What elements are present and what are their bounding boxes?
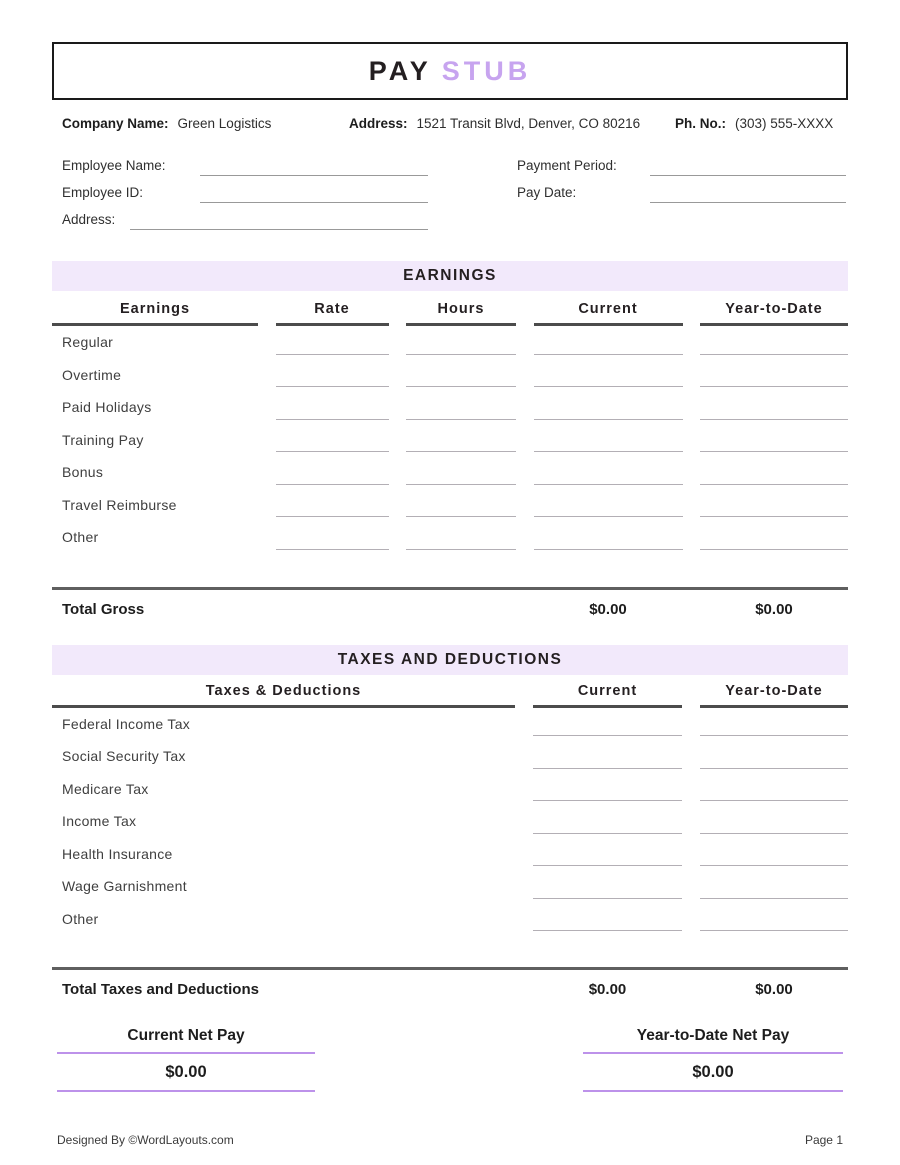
deductions-section-title: TAXES AND DEDUCTIONS <box>337 650 563 668</box>
current-col-header: Current <box>534 301 683 326</box>
rate-field[interactable] <box>276 456 389 489</box>
title-stub: STUB <box>441 55 532 86</box>
footer-credit: Designed By ©WordLayouts.com <box>57 1133 234 1147</box>
deduction-row-label: Social Security Tax <box>62 748 186 765</box>
deductions-table-body <box>52 708 848 936</box>
employee-address-field[interactable] <box>130 210 428 230</box>
total-gross-current: $0.00 <box>589 600 627 618</box>
earnings-row-label: Overtime <box>62 366 122 383</box>
hours-field[interactable] <box>406 424 516 457</box>
total-deductions-label: Total Taxes and Deductions <box>62 981 259 998</box>
total-gross-row <box>52 590 848 629</box>
deduction-row-label: Health Insurance <box>62 845 173 862</box>
current-field[interactable] <box>534 521 683 554</box>
deduction-ytd-field[interactable] <box>700 903 848 936</box>
payment-period-label: Payment Period: <box>517 158 617 173</box>
current-net-pay-box <box>57 1027 315 1092</box>
ytd-field[interactable] <box>700 424 848 457</box>
rate-field[interactable] <box>276 424 389 457</box>
hours-field[interactable] <box>406 326 516 359</box>
ytd-field[interactable] <box>700 456 848 489</box>
ytd-field[interactable] <box>700 489 848 522</box>
deductions-table-header <box>52 683 848 708</box>
deductions-section-header <box>52 645 848 675</box>
deductions-current-col-header: Current <box>533 683 682 708</box>
net-pay-section <box>57 1027 843 1092</box>
company-phone-value: (303) 555-XXXX <box>735 116 834 131</box>
hours-field[interactable] <box>406 521 516 554</box>
ytd-field[interactable] <box>700 359 848 392</box>
company-name-group <box>62 116 271 131</box>
deductions-ytd-col-header: Year-to-Date <box>700 683 848 708</box>
ytd-field[interactable] <box>700 326 848 359</box>
footer-page-number: Page 1 <box>804 1133 843 1147</box>
current-field[interactable] <box>534 489 683 522</box>
current-field[interactable] <box>534 424 683 457</box>
current-field[interactable] <box>534 359 683 392</box>
deduction-current-field[interactable] <box>533 805 682 838</box>
company-phone-group <box>675 116 833 131</box>
earnings-row-label: Other <box>62 529 99 546</box>
ytd-col-header: Year-to-Date <box>700 301 848 326</box>
total-deductions-ytd: $0.00 <box>755 981 793 998</box>
earnings-table-body <box>52 326 848 554</box>
earnings-section-header <box>52 261 848 291</box>
company-name-value: Green Logistics <box>177 116 272 131</box>
hours-field[interactable] <box>406 359 516 392</box>
deduction-row-label: Medicare Tax <box>62 780 149 797</box>
employee-fields <box>52 156 848 240</box>
deduction-ytd-field[interactable] <box>700 773 848 806</box>
rate-field[interactable] <box>276 489 389 522</box>
total-deductions-row <box>52 970 848 1009</box>
ytd-field[interactable] <box>700 521 848 554</box>
deduction-current-field[interactable] <box>533 708 682 741</box>
current-field[interactable] <box>534 326 683 359</box>
deduction-ytd-field[interactable] <box>700 838 848 871</box>
earnings-row-label: Training Pay <box>62 431 144 448</box>
earnings-row-label: Travel Reimburse <box>62 496 177 513</box>
deduction-current-field[interactable] <box>533 740 682 773</box>
deduction-ytd-field[interactable] <box>700 708 848 741</box>
deduction-row-label: Federal Income Tax <box>62 715 191 732</box>
rate-col-header: Rate <box>276 301 389 326</box>
total-gross-label: Total Gross <box>62 600 145 618</box>
ytd-net-pay-box <box>583 1027 843 1092</box>
current-field[interactable] <box>534 456 683 489</box>
deduction-row-label: Income Tax <box>62 813 137 830</box>
deduction-current-field[interactable] <box>533 870 682 903</box>
title-box <box>52 42 848 100</box>
employee-address-label: Address: <box>62 212 116 227</box>
total-deductions-current: $0.00 <box>588 981 627 998</box>
deduction-row-label: Wage Garnishment <box>62 878 187 895</box>
ytd-field[interactable] <box>700 391 848 424</box>
earnings-col-header: Earnings <box>52 301 258 326</box>
title-pay: PAY <box>368 55 432 86</box>
earnings-table-header <box>52 301 848 326</box>
current-net-pay-label: Current Net Pay <box>57 1027 315 1054</box>
employee-id-field[interactable] <box>200 183 428 203</box>
earnings-section-title: EARNINGS <box>403 267 497 284</box>
company-address-label: Address: <box>349 116 408 131</box>
deduction-ytd-field[interactable] <box>700 740 848 773</box>
deduction-current-field[interactable] <box>533 903 682 936</box>
pay-date-field[interactable] <box>650 183 846 203</box>
employee-name-label: Employee Name: <box>62 158 166 173</box>
deduction-current-field[interactable] <box>533 773 682 806</box>
earnings-row-label: Paid Holidays <box>62 399 152 416</box>
company-address-group <box>349 116 640 131</box>
current-net-pay-value: $0.00 <box>57 1054 315 1092</box>
page-footer <box>57 1133 843 1147</box>
hours-field[interactable] <box>406 391 516 424</box>
current-field[interactable] <box>534 391 683 424</box>
deductions-col-header: Taxes & Deductions <box>52 683 515 708</box>
rate-field[interactable] <box>276 359 389 392</box>
company-address-value: 1521 Transit Blvd, Denver, CO 80216 <box>416 116 641 131</box>
rate-field[interactable] <box>276 521 389 554</box>
earnings-row-label: Regular <box>62 334 114 351</box>
page-title <box>369 56 532 87</box>
deduction-current-field[interactable] <box>533 838 682 871</box>
deduction-ytd-field[interactable] <box>700 870 848 903</box>
deduction-row-label: Other <box>62 910 99 927</box>
hours-field[interactable] <box>406 489 516 522</box>
rate-field[interactable] <box>276 326 389 359</box>
deduction-ytd-field[interactable] <box>700 805 848 838</box>
company-info-row <box>52 116 848 136</box>
employee-id-label: Employee ID: <box>62 185 144 200</box>
pay-date-label: Pay Date: <box>517 185 577 200</box>
ytd-net-pay-label: Year-to-Date Net Pay <box>583 1027 843 1054</box>
rate-field[interactable] <box>276 391 389 424</box>
payment-period-field[interactable] <box>650 156 846 176</box>
company-phone-label: Ph. No.: <box>675 116 726 131</box>
company-name-label: Company Name: <box>62 116 169 131</box>
ytd-net-pay-value: $0.00 <box>583 1054 843 1092</box>
total-gross-ytd: $0.00 <box>755 600 793 618</box>
hours-col-header: Hours <box>406 301 516 326</box>
hours-field[interactable] <box>406 456 516 489</box>
employee-name-field[interactable] <box>200 156 428 176</box>
earnings-row-label: Bonus <box>62 464 104 481</box>
